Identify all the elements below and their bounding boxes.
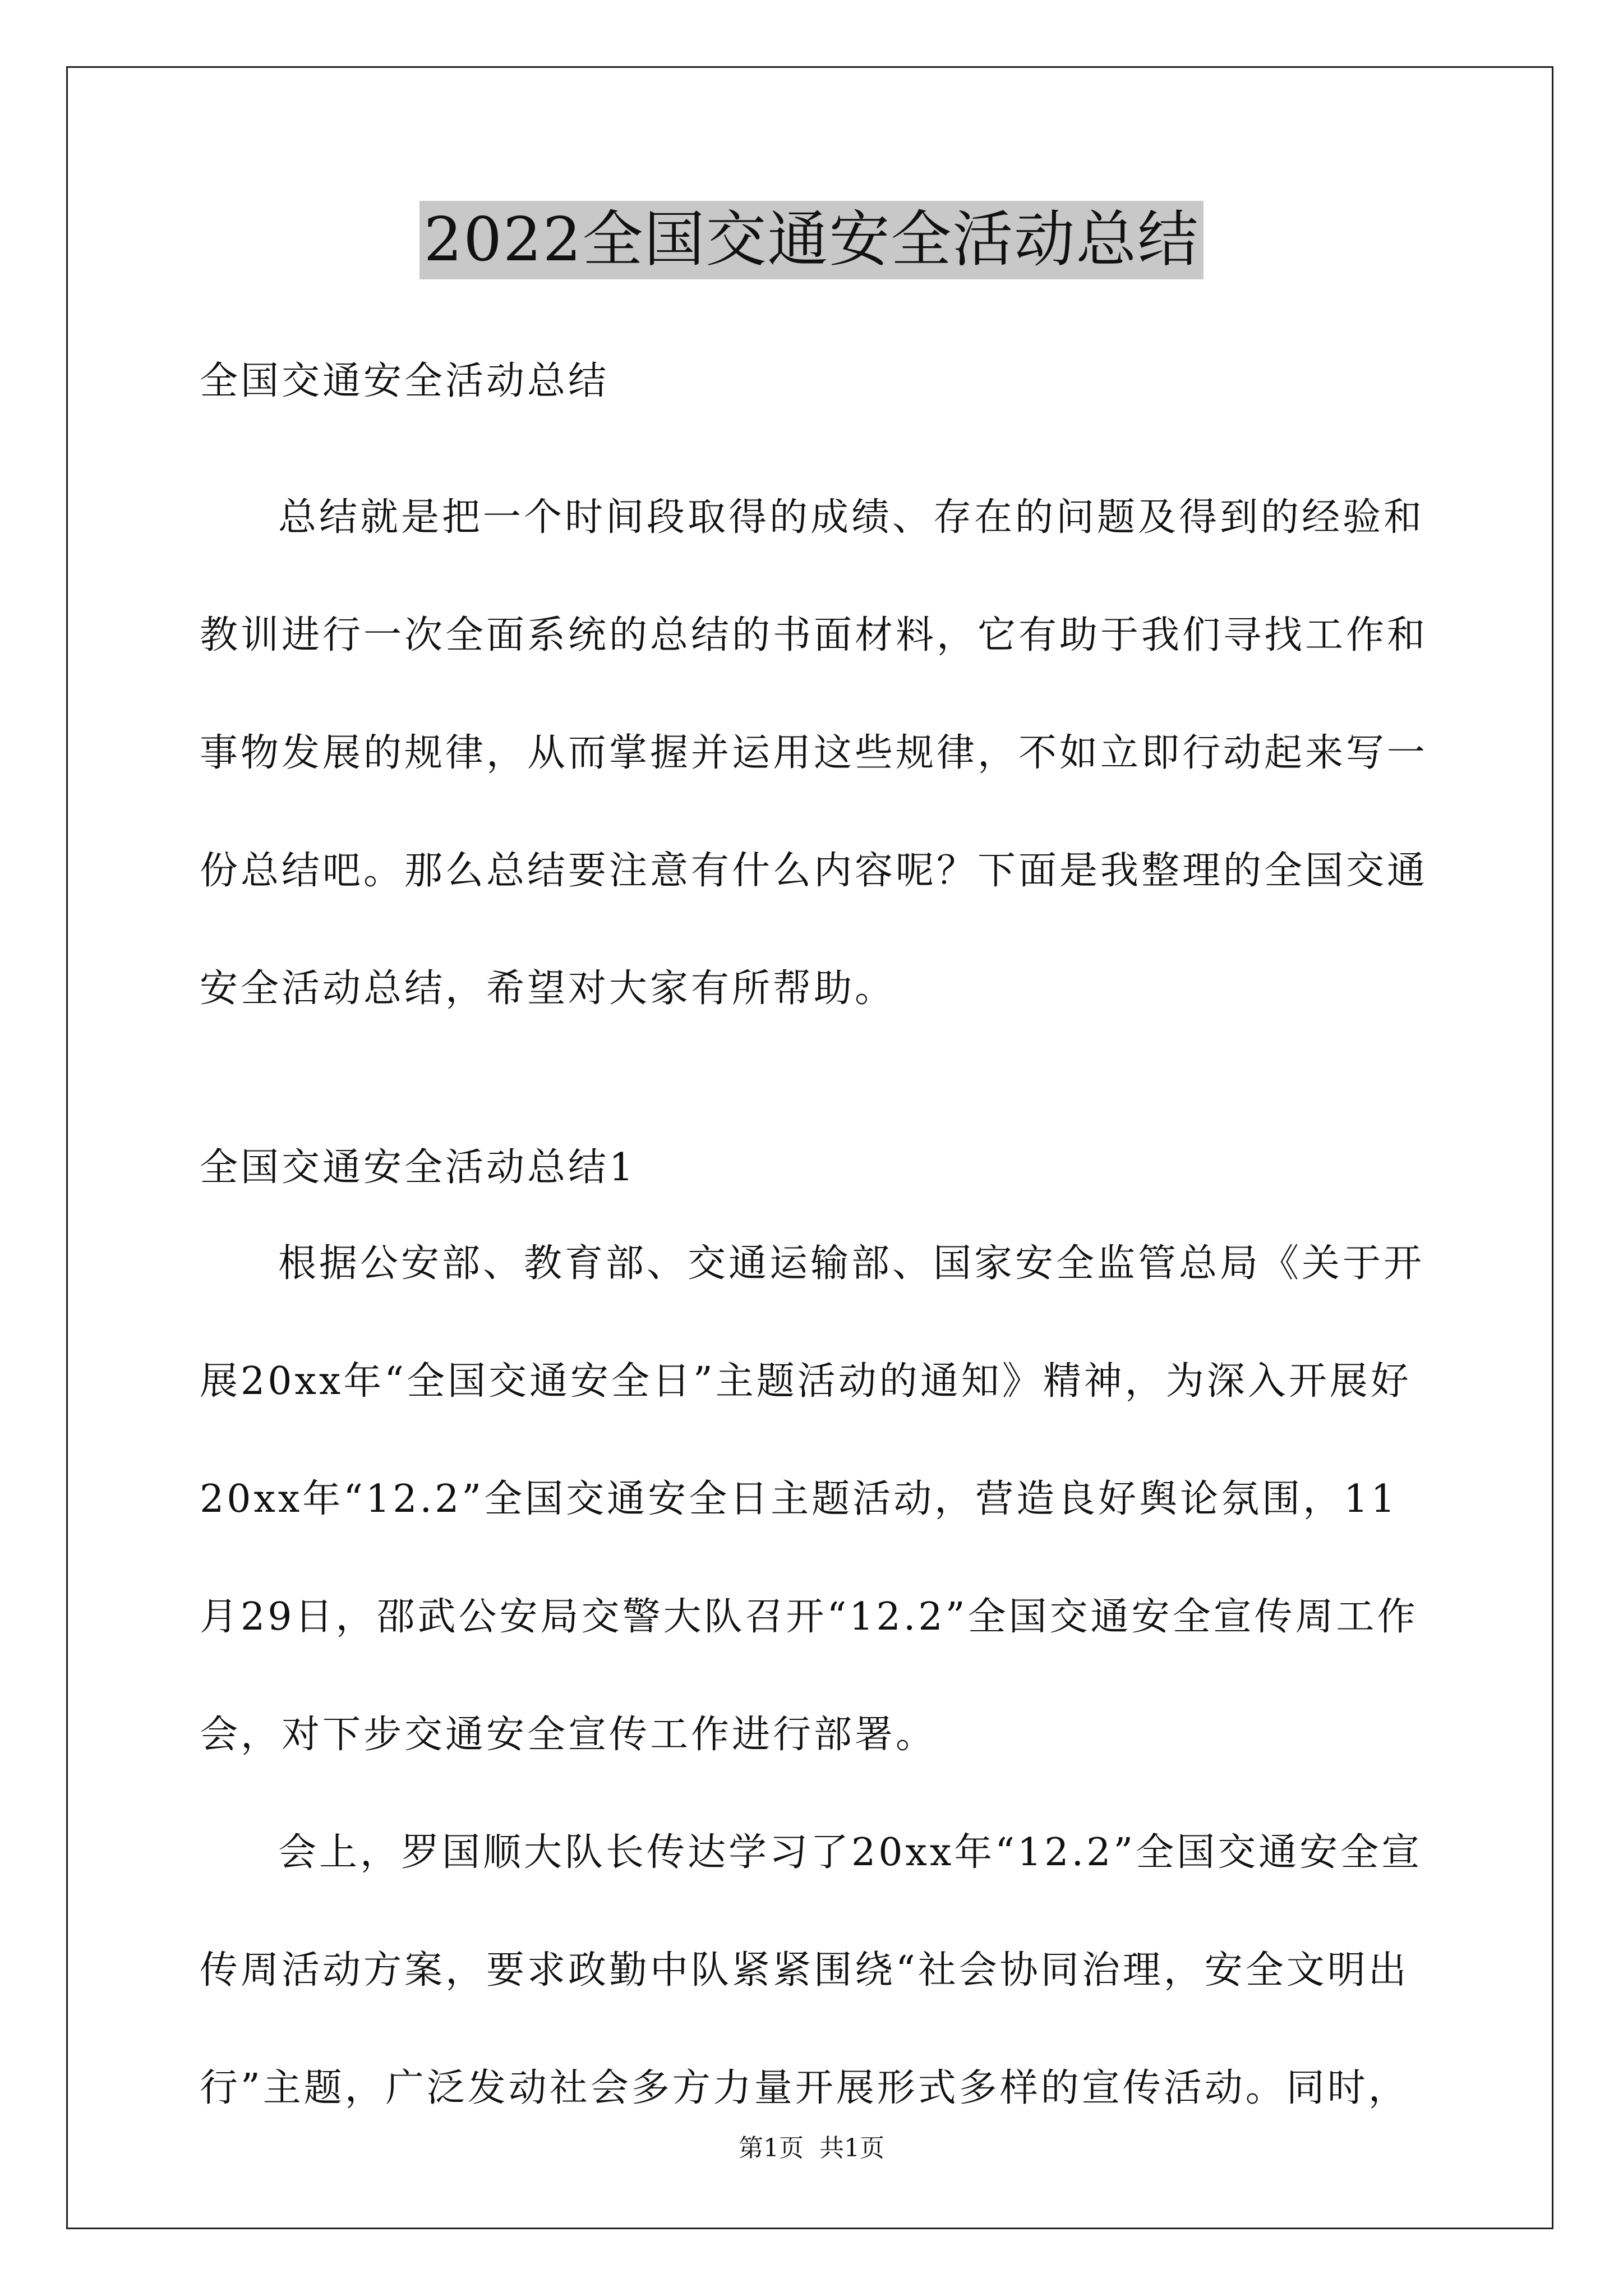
intro-line: 安全活动总结，希望对大家有所帮助。 [200, 967, 896, 1011]
section-paragraph-cont [200, 2030, 1433, 2147]
intro-paragraph-cont [200, 930, 1433, 1048]
section-heading [200, 1140, 1433, 1196]
paragraph-line: 会上，罗国顺大队长传达学习了20xx年“12.2”全国交通安全宣 [278, 1830, 1423, 1875]
paragraph-line: 会，对下步交通安全宣传工作进行部署。 [200, 1713, 937, 1757]
paragraph-line: 行”主题，广泛发动社会多方力量开展形式多样的宣传活动。同时， [200, 2066, 1409, 2110]
intro-paragraph-cont [200, 812, 1433, 930]
paragraph-line: 展20xx年“全国交通安全日”主题活动的通知》精神，为深入开展好 [200, 1359, 1412, 1404]
document-subtitle [200, 353, 1433, 409]
section-paragraph-cont [200, 1676, 1433, 1794]
page-total: 共1页 [819, 2134, 884, 2162]
section-paragraph-cont [200, 1558, 1433, 1676]
paragraph-line: 传周活动方案，要求政勤中队紧紧围绕“社会协同治理，安全文明出 [200, 1948, 1409, 1993]
section-paragraph-cont [200, 1912, 1433, 2030]
title-container [0, 201, 1623, 279]
intro-paragraph [200, 459, 1433, 577]
paragraph-line: 20xx年“12.2”全国交通安全日主题活动，营造良好舆论氛围，11 [200, 1477, 1398, 1521]
page-footer [0, 2132, 1623, 2165]
intro-line: 总结就是把一个时间段取得的成绩、存在的问题及得到的经验和 [278, 495, 1425, 540]
paragraph-line: 月29日，邵武公安局交警大队召开“12.2”全国交通安全宣传周工作 [200, 1595, 1418, 1639]
paragraph-line: 根据公安部、教育部、交通运输部、国家安全监管总局《关于开 [278, 1241, 1425, 1286]
intro-line: 份总结吧。那么总结要注意有什么内容呢？下面是我整理的全国交通 [200, 849, 1428, 893]
section-heading-text: 全国交通安全活动总结1 [200, 1145, 637, 1190]
intro-line: 事物发展的规律，从而掌握并运用这些规律，不如立即行动起来写一 [200, 731, 1428, 775]
section-paragraph-cont [200, 1323, 1433, 1441]
intro-line: 教训进行一次全面系统的总结的书面材料，它有助于我们寻找工作和 [200, 613, 1428, 657]
intro-paragraph-cont [200, 694, 1433, 812]
intro-paragraph-cont [200, 577, 1433, 694]
section-paragraph-cont [200, 1441, 1433, 1558]
section-paragraph [200, 1794, 1433, 1912]
section-paragraph [200, 1205, 1433, 1323]
page-number: 第1页 [739, 2134, 804, 2162]
subtitle-text: 全国交通安全活动总结 [200, 359, 610, 403]
document-title: 2022全国交通安全活动总结 [419, 201, 1204, 279]
